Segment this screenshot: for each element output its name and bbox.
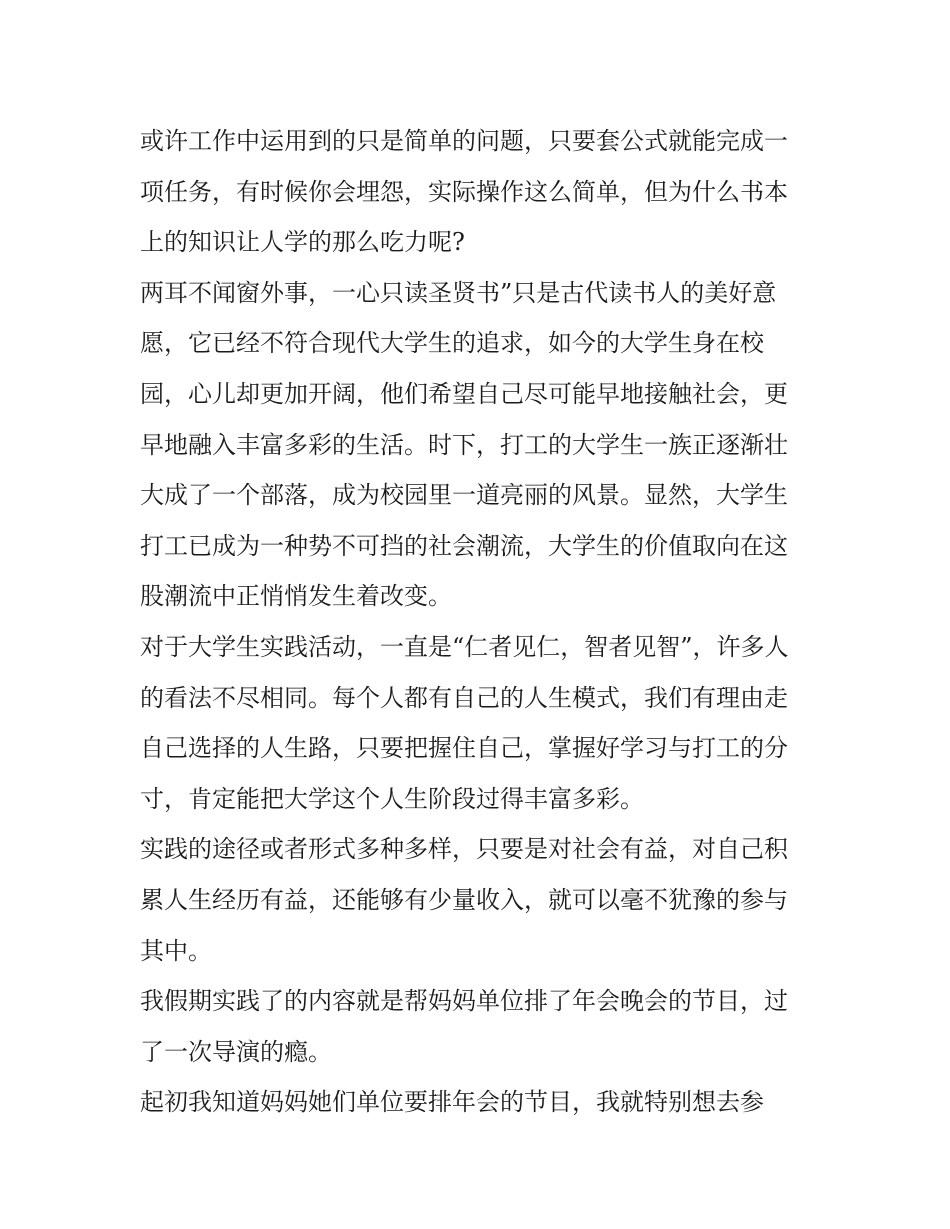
text-line: 对于大学生实践活动，一直是“仁者见仁，智者见智”，许多人 [140, 632, 789, 661]
text-line: 其中。 [140, 936, 212, 965]
text-line: 项任务，有时候你会埋怨，实际操作这么简单，但为什么书本 [140, 177, 788, 206]
text-line: 自己选择的人生路，只要把握住自己，掌握好学习与打工的分 [140, 734, 788, 763]
text-line: 寸，肯定能把大学这个人生阶段过得丰富多彩。 [140, 784, 644, 813]
paragraph-6 [140, 1077, 812, 1128]
text-line: 股潮流中正悄悄发生着改变。 [140, 582, 452, 611]
text-line: 打工已成为一种势不可挡的社会潮流，大学生的价值取向在这 [140, 531, 788, 560]
text-line: 早地融入丰富多彩的生活。时下，打工的大学生一族正逐渐壮 [140, 430, 788, 459]
paragraph-3 [140, 622, 812, 824]
text-line: 的看法不尽相同。每个人都有自己的人生模式，我们有理由走 [140, 683, 788, 712]
text-line: 起初我知道妈妈她们单位要排年会的节目，我就特别想去参 [140, 1088, 764, 1117]
text-line: 大成了一个部落，成为校园里一道亮丽的风景。显然，大学生 [140, 481, 788, 510]
text-line: 我假期实践了的内容就是帮妈妈单位排了年会晚会的节目，过 [140, 987, 788, 1016]
text-line: 累人生经历有益，还能够有少量收入，就可以毫不犹豫的参与 [140, 885, 788, 914]
text-line: 了一次导演的瘾。 [140, 1037, 332, 1066]
paragraph-5 [140, 976, 812, 1077]
text-line: 实践的途径或者形式多种多样，只要是对社会有益，对自己积 [140, 835, 788, 864]
paragraph-4 [140, 824, 812, 976]
document-body [140, 116, 812, 1128]
text-line: 园，心儿却更加开阔，他们希望自己尽可能早地接触社会，更 [140, 379, 788, 408]
paragraph-1 [140, 116, 812, 268]
text-line: 上的知识让人学的那么吃力呢? [140, 228, 465, 257]
paragraph-2 [140, 268, 812, 622]
text-line: 愿，它已经不符合现代大学生的追求，如今的大学生身在校 [140, 329, 764, 358]
text-line: 两耳不闻窗外事，一心只读圣贤书”只是古代读书人的美好意 [140, 278, 777, 307]
text-line: 或许工作中运用到的只是简单的问题，只要套公式就能完成一 [140, 127, 788, 155]
